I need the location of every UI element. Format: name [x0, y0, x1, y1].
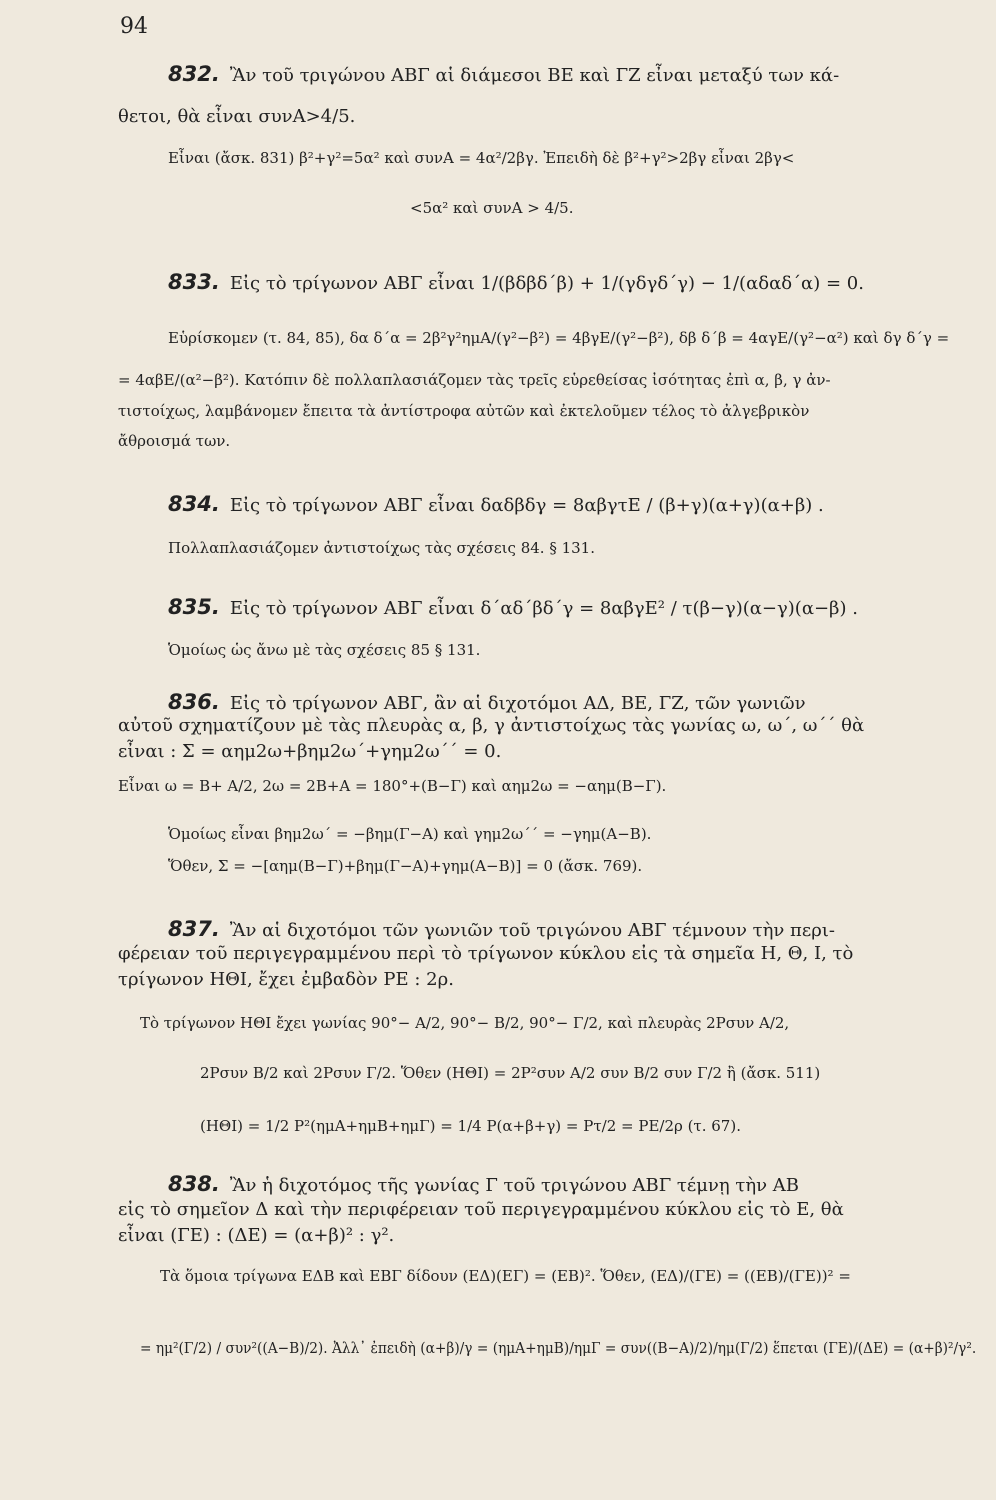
exercise-835-number: 835. [168, 595, 220, 619]
exercise-832-line-4: <5α² καὶ συνΑ > 4/5. [410, 199, 574, 217]
exercise-833-line-3: = 4αβΕ/(α²−β²). Κατόπιν δὲ πολλαπλασιάζομεν τὰς τρεῖς εὑρεθείσας ἰσότητας ἐπὶ α, β, γ ἀν- [118, 371, 831, 389]
exercise-833-line-1: 833. Εἰς τὸ τρίγωνον ΑΒΓ εἶναι 1/(βδβδ΄β) + 1/(γδγδ΄γ) − 1/(αδαδ΄α) = 0. [168, 270, 864, 294]
exercise-834-line-2: Πολλαπλασιάζομεν ἀντιστοίχως τὰς σχέσεις 84. § 131. [168, 539, 595, 557]
exercise-836-line-4: Εἶναι ω = Β+ Α/2, 2ω = 2Β+Α = 180°+(Β−Γ) καὶ αημ2ω = −αημ(Β−Γ). [118, 777, 667, 795]
exercise-836-line-5: Ὁμοίως εἶναι βημ2ω΄ = −βημ(Γ−Α) καὶ γημ2ω΄΄ = −γημ(Α−Β). [168, 825, 652, 843]
exercise-833-number: 833. [168, 270, 220, 294]
exercise-836-line-6: Ὅθεν, Σ = −[αημ(Β−Γ)+βημ(Γ−Α)+γημ(Α−Β)] = 0 (ἄσκ. 769). [168, 857, 643, 875]
exercise-832-number: 832. [168, 62, 220, 86]
exercise-836-line-2: αὐτοῦ σχηματίζουν μὲ τὰς πλευρὰς α, β, γ ἀντιστοίχως τὰς γωνίας ω, ω΄, ω΄΄ θὰ [118, 715, 865, 736]
exercise-838-line-1: 838. Ἂν ἡ διχοτόμος τῆς γωνίας Γ τοῦ τριγώνου ΑΒΓ τέμνῃ τὴν ΑΒ [168, 1172, 799, 1196]
exercise-838-number: 838. [168, 1172, 220, 1196]
exercise-834-number: 834. [168, 492, 220, 516]
exercise-837-number: 837. [168, 917, 220, 941]
page-number: 94 [120, 14, 148, 39]
exercise-832-line-2: θετοι, θὰ εἶναι συνΑ>4/5. [118, 106, 356, 127]
exercise-836-line-1: 836. Εἰς τὸ τρίγωνον ΑΒΓ, ἂν αἱ διχοτόμοι ΑΔ, ΒΕ, ΓΖ, τῶν γωνιῶν [168, 690, 806, 714]
exercise-833-line-5: ἄθροισμά των. [118, 432, 231, 450]
exercise-833-line-4: τιστοίχως, λαμβάνομεν ἔπειτα τὰ ἀντίστροφα αὐτῶν καὶ ἐκτελοῦμεν τέλος τὸ ἀλγεβρικὸν [118, 402, 810, 420]
exercise-837-line-2: φέρειαν τοῦ περιγεγραμμένου περὶ τὸ τρίγωνον κύκλου εἰς τὰ σημεῖα Η, Θ, Ι, τὸ [118, 943, 854, 964]
exercise-836-number: 836. [168, 690, 220, 714]
exercise-838-line-3: εἶναι (ΓΕ) : (ΔΕ) = (α+β)² : γ². [118, 1225, 395, 1246]
exercise-837-line-4: Τὸ τρίγωνον ΗΘΙ ἔχει γωνίας 90°− Α/2, 90°− Β/2, 90°− Γ/2, καὶ πλευρὰς 2Ρσυν Α/2, [140, 1014, 790, 1032]
exercise-837-line-3: τρίγωνον ΗΘΙ, ἔχει ἐμβαδὸν ΡΕ : 2ρ. [118, 969, 454, 990]
exercise-833-line-2: Εὑρίσκομεν (τ. 84, 85), δα δ΄α = 2β²γ²ημΑ/(γ²−β²) = 4βγΕ/(γ²−β²), δβ δ΄β = 4αγΕ/(γ²−α²) καὶ δγ δ΄γ = [168, 329, 950, 347]
exercise-834-line-1: 834. Εἰς τὸ τρίγωνον ΑΒΓ εἶναι δαδβδγ = 8αβγτΕ / (β+γ)(α+γ)(α+β) . [168, 492, 824, 516]
exercise-838-line-2: εἰς τὸ σημεῖον Δ καὶ τὴν περιφέρειαν τοῦ περιγεγραμμένου κύκλου εἰς τὸ Ε, θὰ [118, 1199, 844, 1220]
exercise-836-line-3: εἶναι : Σ = αημ2ω+βημ2ω΄+γημ2ω΄΄ = 0. [118, 741, 502, 762]
exercise-835-line-2: Ὁμοίως ὡς ἄνω μὲ τὰς σχέσεις 85 § 131. [168, 641, 481, 659]
exercise-838-line-5: = ημ²(Γ/2) / συν²((Α−Β)/2). Ἀλλ᾽ ἐπειδὴ (α+β)/γ = (ημΑ+ημΒ)/ημΓ = συν((Β−Α)/2)/ημ(Γ/2) ἕπεται (ΓΕ)/(ΔΕ) = (α+β)²/γ². [140, 1339, 977, 1357]
exercise-837-line-5: 2Ρσυν Β/2 καὶ 2Ρσυν Γ/2. Ὅθεν (ΗΘΙ) = 2Ρ²συν Α/2 συν Β/2 συν Γ/2 ἢ (ἄσκ. 511) [200, 1064, 821, 1082]
exercise-832-line-1: 832. Ἂν τοῦ τριγώνου ΑΒΓ αἱ διάμεσοι ΒΕ καὶ ΓΖ εἶναι μεταξύ των κά- [168, 62, 840, 86]
exercise-837-line-1: 837. Ἂν αἱ διχοτόμοι τῶν γωνιῶν τοῦ τριγώνου ΑΒΓ τέμνουν τὴν περι- [168, 917, 835, 941]
exercise-838-line-4: Τὰ ὅμοια τρίγωνα ΕΔΒ καὶ ΕΒΓ δίδουν (ΕΔ)(ΕΓ) = (ΕΒ)². Ὅθεν, (ΕΔ)/(ΓΕ) = ((ΕΒ)/(ΓΕ))² = [160, 1267, 851, 1285]
exercise-835-line-1: 835. Εἰς τὸ τρίγωνον ΑΒΓ εἶναι δ΄αδ΄βδ΄γ = 8αβγΕ² / τ(β−γ)(α−γ)(α−β) . [168, 595, 858, 619]
exercise-837-line-6: (ΗΘΙ) = 1/2 Ρ²(ημΑ+ημΒ+ημΓ) = 1/4 Ρ(α+β+γ) = Ρτ/2 = ΡΕ/2ρ (τ. 67). [200, 1117, 741, 1135]
exercise-832-line-3: Εἶναι (ἄσκ. 831) β²+γ²=5α² καὶ συνΑ = 4α²/2βγ. Ἐπειδὴ δὲ β²+γ²>2βγ εἶναι 2βγ< [168, 149, 795, 167]
